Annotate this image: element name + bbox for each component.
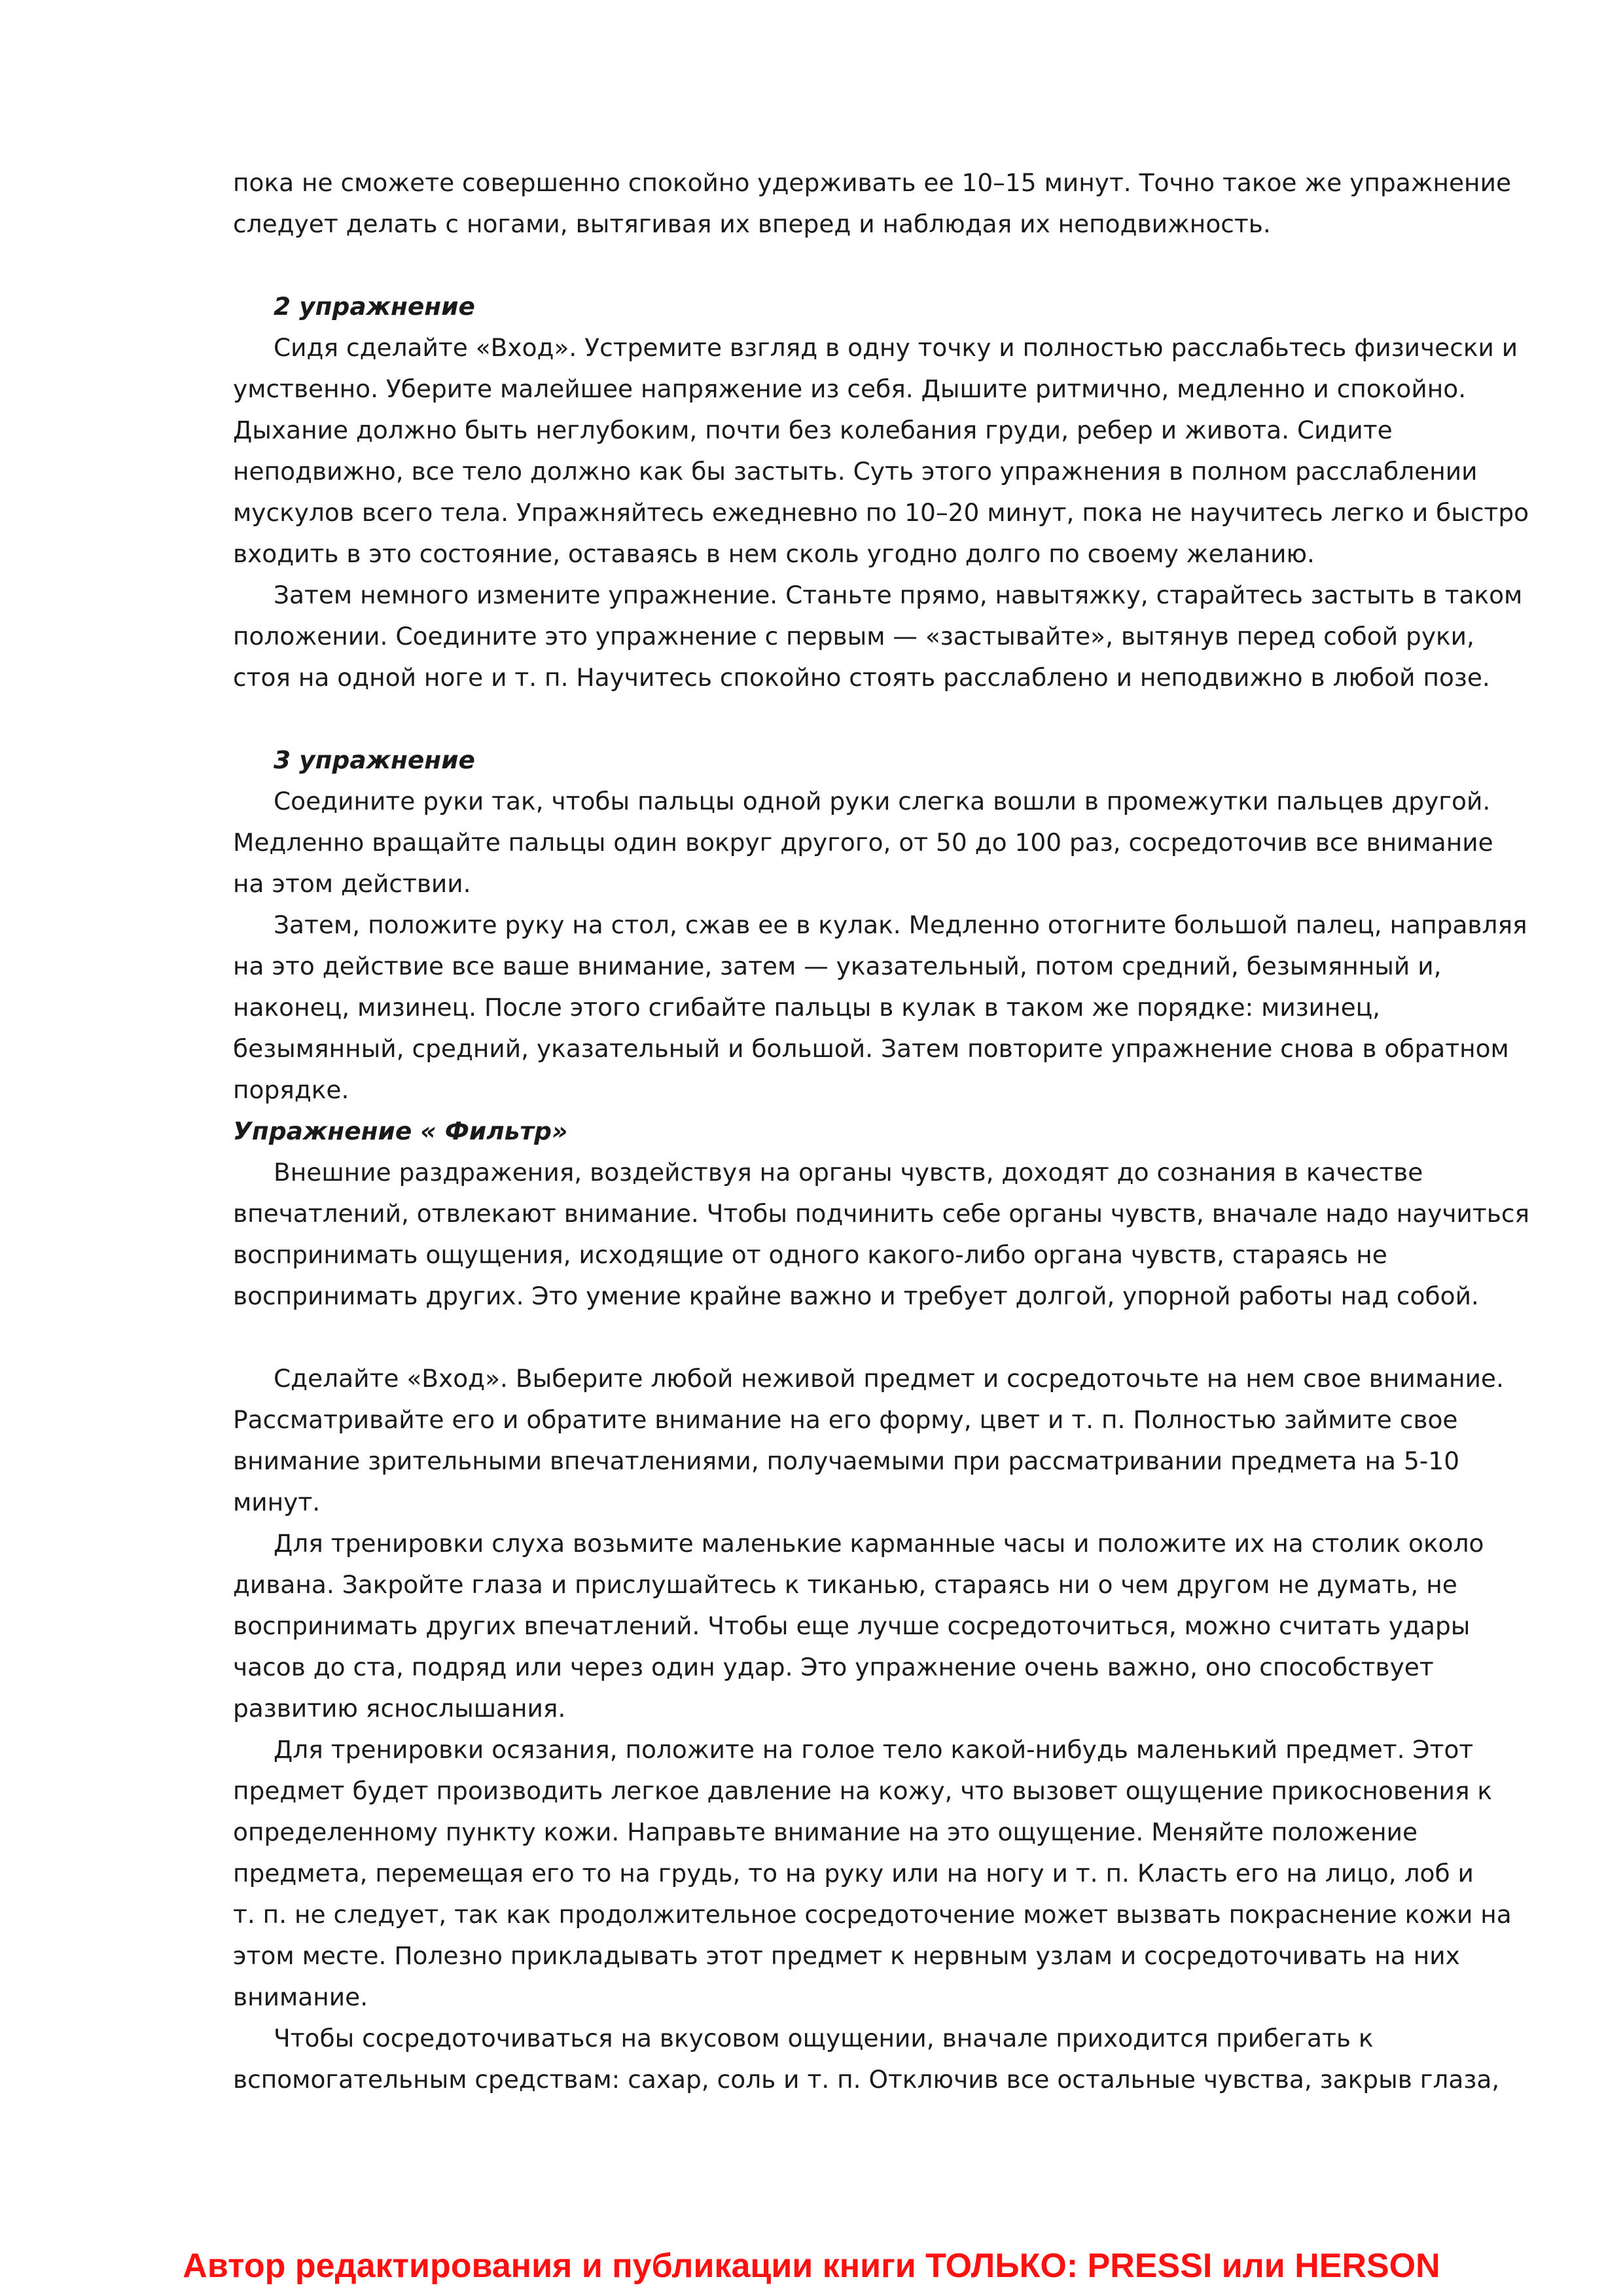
exercise-2-paragraph-1 <box>233 327 1529 575</box>
text-line: мускулов всего тела. Упражняйтесь ежедневно по 10–20 минут, пока не научитесь легко и быстро <box>233 498 1529 527</box>
exercise-3-heading: 3 упражнение <box>274 745 475 774</box>
text-line: воспринимать других впечатлений. Чтобы еще лучше сосредоточиться, можно считать удары <box>233 1611 1471 1640</box>
text-line: неподвижно, все тело должно как бы застыть. Суть этого упражнения в полном расслаблении <box>233 457 1478 486</box>
text-line: воспринимать других. Это умение крайне важно и требует долгой, упорной работы над собой. <box>233 1282 1479 1310</box>
text-line: т. п. не следует, так как продолжительное сосредоточение может вызвать покраснение кожи на <box>233 1900 1512 1929</box>
spacer <box>233 1317 1516 1358</box>
text-line: положении. Соедините это упражнение с первым — «застывайте», вытянув перед собой руки, <box>233 622 1474 651</box>
filter-paragraph-1 <box>233 1152 1530 1317</box>
text-line: Затем немного измените упражнение. Станьте прямо, навытяжку, старайтесь застыть в таком <box>274 581 1523 609</box>
text-line: Рассматривайте его и обратите внимание на его форму, цвет и т. п. Полностью займите свое <box>233 1405 1458 1434</box>
text-line: наконец, мизинец. После этого сгибайте пальцы в кулак в таком же порядке: мизинец, <box>233 993 1381 1022</box>
text-line: предмет будет производить легкое давление на кожу, что вызовет ощущение прикосновения к <box>233 1776 1493 1805</box>
text-line: Медленно вращайте пальцы один вокруг другого, от 50 до 100 раз, сосредоточив все внимание <box>233 828 1493 857</box>
text-line: развитию яснослышания. <box>233 1694 566 1723</box>
text-line: часов до ста, подряд или через один удар. Это упражнение очень важно, оно способствует <box>233 1653 1434 1681</box>
text-line: вспомогательным средствам: сахар, соль и т. п. Отключив все остальные чувства, закрыв глаза, <box>233 2065 1500 2094</box>
text-line: внимание зрительными впечатлениями, получаемыми при рассматривании предмета на 5-10 <box>233 1446 1460 1475</box>
spacer <box>233 698 1516 740</box>
text-line: безымянный, средний, указательный и большой. Затем повторите упражнение снова в обратном <box>233 1034 1509 1063</box>
footer-notice: Автор редактирования и публикации книги ТОЛЬКО: PRESSI или HERSON <box>183 2247 1440 2285</box>
text-line: Сделайте «Вход». Выберите любой неживой предмет и сосредоточьте на нем свое внимание. <box>274 1364 1504 1393</box>
spacer <box>233 245 1516 286</box>
filter-paragraph-2 <box>233 1358 1516 1523</box>
filter-exercise-heading: Упражнение « Фильтр» <box>233 1117 568 1145</box>
text-line: на этом действии. <box>233 869 471 898</box>
text-line: стоя на одной ноге и т. п. Научитесь спокойно стоять расслаблено и неподвижно в любой позе. <box>233 663 1490 692</box>
text-line: пока не сможете совершенно спокойно удерживать ее 10–15 минут. Точно такое же упражнение <box>233 168 1512 197</box>
text-line: умственно. Уберите малейшее напряжение из себя. Дышите ритмично, медленно и спокойно. <box>233 374 1467 403</box>
exercise-3-paragraph-1 <box>233 781 1516 905</box>
text-line: предмета, перемещая его то на грудь, то на руку или на ногу и т. п. Класть его на лицо, лоб и <box>233 1859 1474 1888</box>
text-line: воспринимать ощущения, исходящие от одного какого-либо органа чувств, стараясь не <box>233 1240 1387 1269</box>
exercise-2-paragraph-2 <box>233 575 1523 698</box>
text-line: Для тренировки слуха возьмите маленькие карманные часы и положите их на столик около <box>274 1529 1484 1558</box>
text-line: этом месте. Полезно прикладывать этот предмет к нервным узлам и сосредоточивать на них <box>233 1941 1460 1970</box>
document-body <box>233 162 1530 2100</box>
text-line: дивана. Закройте глаза и прислушайтесь к тиканью, стараясь ни о чем другом не думать, не <box>233 1570 1457 1599</box>
filter-paragraph-4 <box>233 1729 1516 2018</box>
text-line: Внешние раздражения, воздействуя на органы чувств, доходят до сознания в качестве <box>274 1158 1423 1187</box>
text-line: порядке. <box>233 1075 349 1104</box>
text-line: Затем, положите руку на стол, сжав ее в кулак. Медленно отогните большой палец, направляя <box>274 910 1527 939</box>
filter-paragraph-3 <box>233 1523 1516 1729</box>
text-line: Соедините руки так, чтобы пальцы одной руки слегка вошли в промежутки пальцев другой. <box>274 787 1491 816</box>
text-line: внимание. <box>233 1982 368 2011</box>
text-line: впечатлений, отвлекают внимание. Чтобы подчинить себе органы чувств, вначале надо научиться <box>233 1199 1530 1228</box>
paragraph-intro <box>233 162 1516 245</box>
text-line: на это действие все ваше внимание, затем — указательный, потом средний, безымянный и, <box>233 952 1442 980</box>
filter-paragraph-5 <box>233 2018 1516 2100</box>
text-line: Для тренировки осязания, положите на голое тело какой-нибудь маленький предмет. Этот <box>274 1735 1474 1764</box>
exercise-2-heading: 2 упражнение <box>274 292 475 321</box>
text-line: Сидя сделайте «Вход». Устремите взгляд в одну точку и полностью расслабьтесь физически и <box>274 333 1518 362</box>
exercise-3-paragraph-2 <box>233 905 1527 1111</box>
text-line: минут. <box>233 1488 321 1516</box>
text-line: следует делать с ногами, вытягивая их вперед и наблюдая их неподвижность. <box>233 209 1271 238</box>
text-line: входить в это состояние, оставаясь в нем сколь угодно долго по своему желанию. <box>233 539 1315 568</box>
text-line: определенному пункту кожи. Направьте внимание на это ощущение. Меняйте положение <box>233 1818 1418 1846</box>
text-line: Чтобы сосредоточиваться на вкусовом ощущении, вначале приходится прибегать к <box>274 2024 1374 2053</box>
text-line: Дыхание должно быть неглубоким, почти без колебания груди, ребер и живота. Сидите <box>233 416 1393 444</box>
